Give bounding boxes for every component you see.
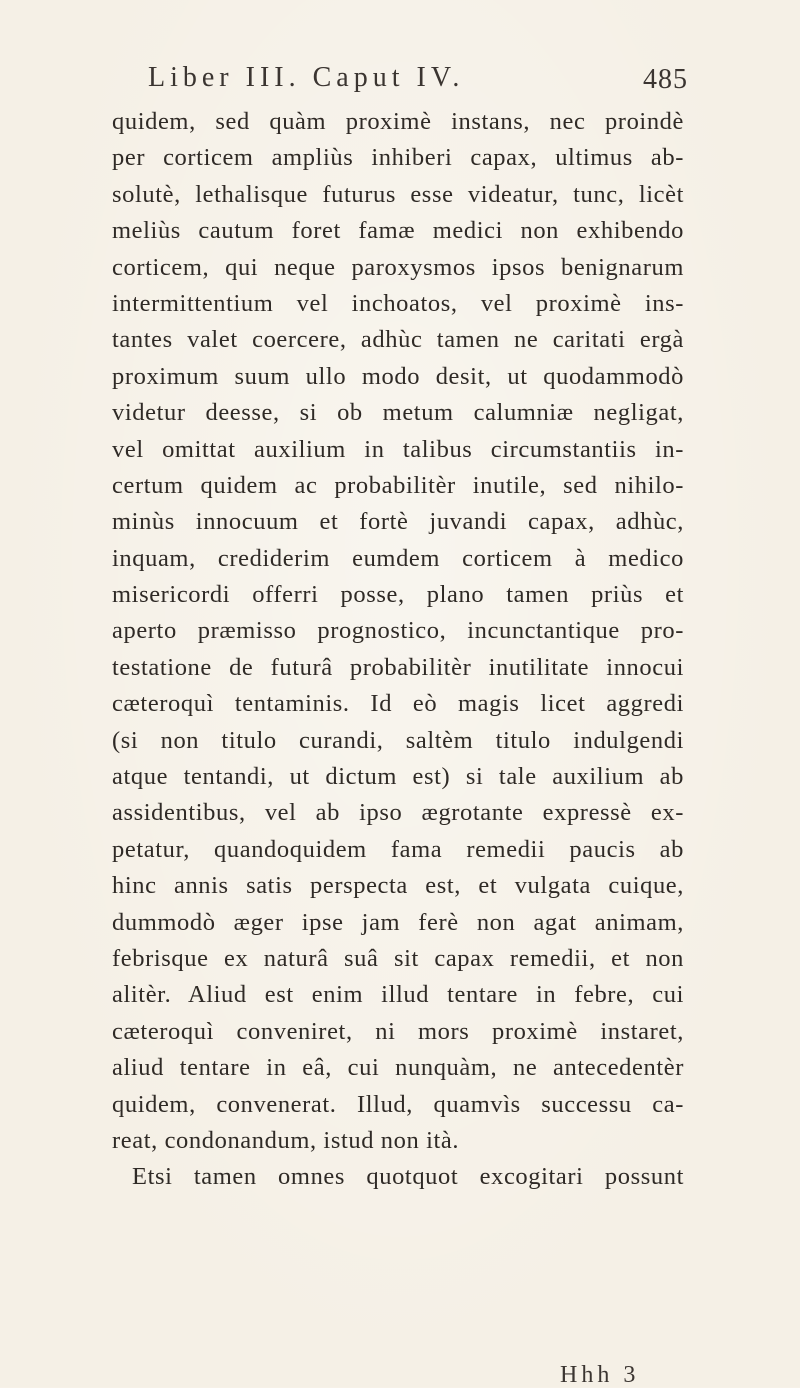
text-line: misericordi offerri posse, plano tamen priùs et	[112, 581, 684, 609]
text-line: proximum suum ullo modo desit, ut quodammodò	[112, 362, 684, 390]
running-head	[148, 62, 688, 102]
text-line: per corticem ampliùs inhiberi capax, ultimus ab-	[112, 144, 684, 172]
text-line: alitèr. Aliud est enim illud tentare in febre, cui	[112, 981, 684, 1009]
text-line: vel omittat auxilium in talibus circumstantiis in-	[112, 435, 684, 463]
page-number: 485	[643, 64, 688, 95]
text-line: videtur deesse, si ob metum calumniæ negligat,	[112, 399, 684, 427]
text-line: febrisque ex naturâ suâ sit capax remedii, et non	[112, 944, 684, 972]
text-line: petatur, quandoquidem fama remedii paucis ab	[112, 835, 684, 863]
text-line: inquam, crediderim eumdem corticem à medico	[112, 544, 684, 572]
running-head-title: Liber III. Caput IV.	[148, 62, 465, 93]
paragraph-start-line: Etsi tamen omnes quotquot excogitari possunt	[132, 1163, 684, 1191]
text-line: (si non titulo curandi, saltèm titulo indulgendi	[112, 726, 684, 754]
text-line: corticem, qui neque paroxysmos ipsos benignarum	[112, 253, 684, 281]
text-line: aperto præmisso prognostico, incunctantique pro-	[112, 617, 684, 645]
text-line: dummodò æger ipse jam ferè non agat animam,	[112, 908, 684, 936]
text-line: testatione de futurâ probabilitèr inutilitate innocui	[112, 653, 684, 681]
text-line: aliud tentare in eâ, cui nunquàm, ne antecedentèr	[112, 1054, 684, 1082]
text-line: quidem, convenerat. Illud, quamvìs successu ca-	[112, 1090, 684, 1118]
text-line: atque tentandi, ut dictum est) si tale auxilium ab	[112, 763, 684, 791]
text-line: quidem, sed quàm proximè instans, nec proindè	[112, 108, 684, 135]
text-line: assidentibus, vel ab ipso ægrotante expressè ex-	[112, 799, 684, 827]
text-line: cæteroquì conveniret, ni mors proximè instaret,	[112, 1017, 684, 1045]
text-line: solutè, lethalisque futurus esse videatur, tunc, licèt	[112, 180, 684, 208]
text-line: intermittentium vel inchoatos, vel proximè ins-	[112, 289, 684, 317]
text-line: tantes valet coercere, adhùc tamen ne caritati ergà	[112, 326, 684, 354]
text-line: meliùs cautum foret famæ medici non exhibendo	[112, 217, 684, 245]
signature-mark: Hhh 3	[560, 1362, 640, 1388]
text-line: certum quidem ac probabilitèr inutile, sed nihilo-	[112, 471, 684, 499]
paragraph-end-line: reat, condonandum, istud non ità.	[112, 1126, 460, 1154]
text-line: minùs innocuum et fortè juvandi capax, adhùc,	[112, 508, 684, 536]
text-line: hinc annis satis perspecta est, et vulgata cuique,	[112, 872, 684, 900]
text-line: cæteroquì tentaminis. Id eò magis licet aggredi	[112, 690, 684, 718]
body-text	[112, 104, 684, 1196]
